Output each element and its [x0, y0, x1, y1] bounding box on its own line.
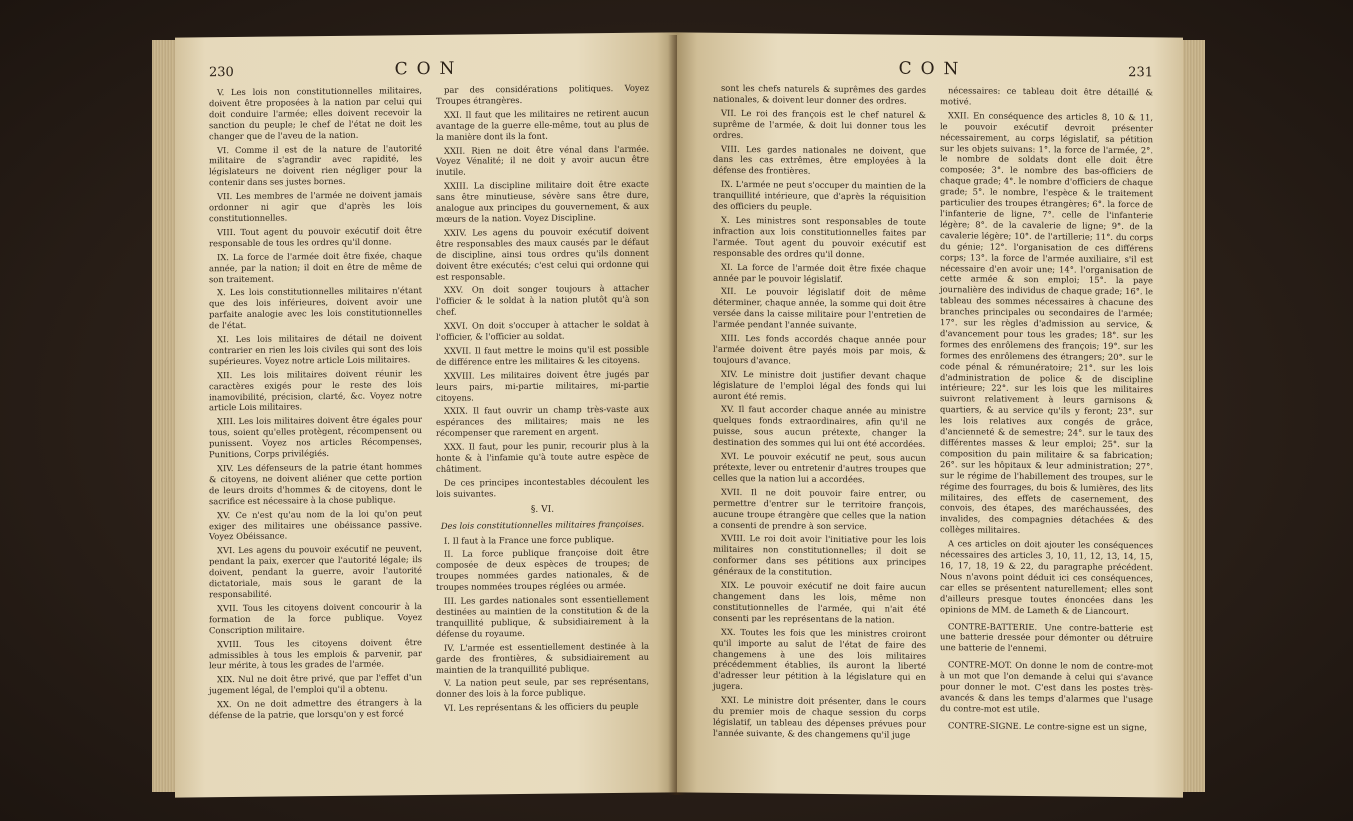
article-paragraph: XXII. En conséquence des articles 8, 10 & 11, le pouvoir exécutif devroit présenter nécessairement, au corps législatif, sa pétition sur les objets suivans: 1°. la force de l'armée, 2°. le nombre de soldats dont elle doit être composée; 3°. le nombre des bas-officiers de chaque grade; 4°. le nombre d'officiers de chaque grade; 5°. le nombre, l'espèce & le traitement particulier des troupes étrangères; 6°. la force de l'infanterie de ligne, 7°. celle de l'infanterie légère; 8°. de la cavalerie de ligne; 9°. de la cavalerie légère; 10°. de l'artillerie; 11°. du corps du génie; 12°. l'organisation de ces différens corps; 13°. la force de l'armée auxiliaire, s'il est nécessaire d'en avoir une; 14°. l'organisation de cette armée & son emploi; 15°. la paye journalière des individus de chaque grade; 16°. le tableau des sommes nécessaires à chacune des branches principales ou secondaires de l'armée; 17°. sur les règles d'admission au service, & d'avancement pour tous les grades; 18°. sur les formes des enrôlemens des françois; 19°. sur les formes des enrôlemens des étrangers; 20°. sur le code pénal & rémunératoire; 21°. sur les lois d'administration de police & de discipline intérieure; 22°. sur les lois que les militaires suivront relativement à leurs garnisons & quartiers, & au service qu'ils y feront; 23°. sur les lois relatives aux congés de grâce, d'ancienneté & de semestre; 24°. sur le taux des différentes masses & leur emploi; 25°. sur la composition du pain militaire & sa fabrication; 26°. sur les hôpitaux & leur administration; 27°. sur le régime de l'habillement des troupes, sur le régime des fourrages, du bois & lumières, des lits militaires, des effets de casernement, des convois, des étapes, des maréchaussées, des invalides, des compagnies détachées & des collèges militaires. [940, 110, 1153, 536]
article-paragraph: XV. Il faut accorder chaque année au ministre quelques fonds extraordinaires, afin qu'il ne puisse, sous aucun prétexte, changer la destination des sommes qui lui ont été accordées. [713, 404, 926, 450]
article-paragraph: XXVII. Il faut mettre le moins qu'il est possible de différence entre les militaires & les citoyens. [436, 343, 649, 367]
article-paragraph: XV. Ce n'est qu'au nom de la loi qu'on peut exiger des militaires une obéissance passive. Voyez Obéissance. [209, 507, 422, 542]
article-paragraph: A ces articles on doit ajouter les conséquences nécessaires des articles 3, 10, 11, 12, 13, 14, 15, 16, 17, 18, 19 & 22, du paragraphe précédent. Nous n'avons point déduit ici ces conséquences, car elles se présentent naturellement; elles sont d'ailleurs presque toutes énoncées dans les opinions de MM. de Lameth & de Liancourt. [940, 538, 1153, 616]
article-paragraph: VI. Les représentans & les officiers du peuple [444, 700, 639, 714]
right-page-number: 231 [1128, 65, 1153, 81]
article-paragraph: X. Les lois constitutionnelles militaires n'étant que des lois inférieures, doivent avoir une parfaite analogie avec les lois constitutionnelles de l'état. [209, 285, 422, 331]
article-paragraph: VII. Les membres de l'armée ne doivent jamais ordonner ni agir que d'après les lois constitutionnelles. [209, 189, 422, 224]
article-paragraph: IV. L'armée est essentiellement destinée à la garde des frontières, & subsidiairement au maintien de la tranquillité publique. [436, 640, 649, 675]
right-page-column-2 [940, 85, 1153, 746]
right-page-header [713, 57, 1153, 82]
article-paragraph: IX. L'armée ne peut s'occuper du maintien de la tranquillité intérieure, que d'après la réquisition des officiers du peuple. [713, 179, 926, 212]
article-paragraph: XVII. Tous les citoyens doivent concourir à la formation de la force publique. Voyez Conscription militaire. [209, 600, 422, 635]
article-paragraph: XI. La force de l'armée doit être fixée chaque année par le pouvoir législatif. [713, 261, 926, 284]
article-paragraph: par des considérations politiques. Voyez Troupes étrangères. [436, 82, 649, 106]
left-page [175, 32, 677, 797]
right-page-edges [1183, 40, 1205, 792]
article-paragraph: XI. Les lois militaires de détail ne doivent contrarier en rien les lois civiles qui sont des lois supérieures. Voyez notre article Lois militaires. [209, 332, 422, 367]
article-paragraph: VIII. Les gardes nationales ne doivent, que dans les cas extrêmes, être employées à la défense des frontières. [713, 143, 926, 177]
article-paragraph: XXIII. La discipline militaire doit être exacte sans être minutieuse, sévère sans être dure, analogue aux principes du gouvernement, & aux mœurs de la nation. Voyez Discipline. [436, 178, 649, 224]
article-paragraph: XIX. Le pouvoir exécutif ne doit faire aucun changement dans les lois, même non constitutionnelles de l'armée, qui n'ait été consenti par les représentans de la nation. [713, 579, 926, 625]
article-paragraph: XX. Toutes les fois que les ministres croiront qu'il importe au salut de l'état de faire des changemens à une des lois militaires précédemment établies, ils auront la liberté d'adresser leur pétition à la législature qui en jugera. [713, 626, 926, 692]
dictionary-entry: CONTRE-SIGNE. Le contre-signe est un signe, [948, 719, 1147, 733]
article-paragraph: XXI. Il faut que les militaires ne retirent aucun avantage de la guerre elle-même, tout au plus de la manière dont ils la font. [436, 107, 649, 142]
article-paragraph: IX. La force de l'armée doit être fixée, chaque année, par la nation; il doit en être de même de son traitement. [209, 249, 422, 284]
article-paragraph: III. Les gardes nationales sont essentiellement destinées au maintien de la constitution & de la tranquillité publique, & subsidiairement à la défense du royaume. [436, 593, 649, 639]
open-book [0, 10, 1353, 815]
article-paragraph: XVI. Les agens du pouvoir exécutif ne peuvent, pendant la paix, exercer que l'autorité légale; ils doivent, pendant la guerre, avoir l'autorité dictatoriale, mais sous le garant de la responsabilité. [209, 543, 422, 600]
dictionary-entry: CONTRE-BATTERIE. Une contre-batterie est une batterie dressée pour démonter ou détruire une batterie de l'ennemi. [940, 620, 1153, 654]
article-paragraph: XIII. Les lois militaires doivent être égales pour tous, soient qu'elles protègent, récompensent ou punissent. Voyez nos articles Récompenses, Punitions, Corps privilégiés. [209, 414, 422, 460]
left-page-column-2 [436, 83, 649, 722]
article-paragraph: X. Les ministres sont responsables de toute infraction aux lois constitutionnelles faites par l'armée. Tout agent du pouvoir exécutif est responsable des ordres qu'il donne. [713, 214, 926, 260]
right-page-column-1 [713, 83, 926, 744]
article-paragraph: XIX. Nul ne doit être privé, que par l'effet d'un jugement légal, de l'emploi qu'il a obtenu. [209, 672, 422, 696]
left-page-edges [152, 40, 176, 792]
article-paragraph: V. Les lois non constitutionnelles militaires, doivent être proposées à la nation par celui qui doit conduire l'armée; elles doivent recevoir la sanction du peuple; le chef de l'état ne doit les changer que de l'aveu de la nation. [209, 85, 422, 141]
article-paragraph: XXI. Le ministre doit présenter, dans le cours du premier mois de chaque session du corps législatif, un tableau des dépenses prévues pour l'année suivante, & des changemens qu'il juge [713, 694, 926, 740]
article-paragraph: XXIX. Il faut ouvrir un champ très-vaste aux espérances des militaires; mais ne les récompenser que rarement en argent. [436, 404, 649, 439]
right-page [677, 32, 1183, 797]
left-page-running-head: CON [394, 58, 464, 80]
article-paragraph: XXX. Il faut, pour les punir, recourir plus à la honte & à l'infamie qu'à toute autre espèce de châtiment. [436, 439, 649, 474]
article-paragraph: XIV. Les défenseurs de la patrie étant hommes & citoyens, ne doivent aliéner que cette portion de leurs droits d'hommes & de citoyens, dont le sacrifice est nécessaire à la chose publique. [209, 461, 422, 506]
article-paragraph: De ces principes incontestables découlent les lois suivantes. [436, 475, 649, 499]
article-paragraph: VI. Comme il est de la nature de l'autorité militaire de s'agrandir avec rapidité, les législateurs ne doivent rien négliger pour la contenir dans ses justes bornes. [209, 142, 422, 188]
article-paragraph: XVIII. Le roi doit avoir l'initiative pour les lois militaires non constitutionnelles; il doit se conformer dans ses pétitions aux principes généraux de la constitution. [713, 533, 926, 578]
article-paragraph: XXIV. Les agens du pouvoir exécutif doivent être responsables des maux causés par le défaut de discipline, ainsi tous ordres qu'ils donnent doivent être exécutés; c'est celui qui ordonne qui est responsable. [436, 225, 649, 282]
dictionary-entry: CONTRE-MOT. On donne le nom de contre-mot à un mot que l'on demande à celui qui s'avance pour donner le mot. C'est dans les postes très-avancés & dans les temps d'alarmes que l'usage du contre-mot est utile. [940, 659, 1153, 714]
left-page-column-1 [209, 85, 422, 724]
section-heading: §. VI. [530, 504, 555, 515]
article-paragraph: XXVIII. Les militaires doivent être jugés par leurs pairs, mi-partie militaires, mi-partie citoyens. [436, 368, 649, 403]
article-paragraph: XII. Le pouvoir législatif doit de même déterminer, chaque année, la somme qui doit être versée dans la caisse militaire pour l'entretien de l'armée pendant l'année suivante. [713, 286, 926, 331]
article-paragraph: XIV. Le ministre doit justifier devant chaque législature de l'emploi légal des fonds qui lui auront été remis. [713, 368, 926, 402]
article-paragraph: XVIII. Tous les citoyens doivent être admissibles à tous les emplois & parvenir, par leur mérite, à tous les grades de l'armée. [209, 636, 422, 671]
section-subtitle: Des lois constitutionnelles militaires françoises. [440, 518, 645, 531]
article-paragraph: I. Il faut à la France une force publique. [444, 533, 615, 546]
right-page-running-head: CON [898, 58, 968, 80]
article-paragraph: XIII. Les fonds accordés chaque année pour l'armée doivent être payés mois par mois, & toujours d'avance. [713, 332, 926, 366]
article-paragraph: VIII. Tout agent du pouvoir exécutif doit être responsable de tous les ordres qu'il donne. [209, 224, 422, 249]
article-paragraph: XX. On ne doit admettre des étrangers à la défense de la patrie, que lorsqu'on y est forcé [209, 697, 422, 721]
article-paragraph: XXV. On doit songer toujours à attacher l'officier & le soldat à la nation plutôt qu'à son chef. [436, 283, 649, 318]
article-paragraph: XII. Les lois militaires doivent réunir les caractères exigés pour le reste des lois inamovibilité, précision, clarté, &c. Voyez notre article Lois militaires. [209, 367, 422, 413]
article-paragraph: nécessaires: ce tableau doit être détaillé & motivé. [940, 85, 1153, 107]
left-page-header [209, 57, 649, 82]
article-paragraph: V. La nation peut seule, par ses représentans, donner des lois à la force publique. [436, 676, 649, 700]
article-paragraph: XVI. Le pouvoir exécutif ne peut, sous aucun prétexte, lever ou entretenir d'autres troupes que celles que la nation lui a accordées. [713, 450, 926, 485]
article-paragraph: II. La force publique françoise doit être composée de deux espèces de troupes; de troupes nommées gardes nationales, & de troupes nommées troupes réglées ou armée. [436, 547, 649, 593]
article-paragraph: VII. Le roi des françois est le chef naturel & suprême de l'armée, & doit lui donner tous les ordres. [713, 107, 926, 140]
article-paragraph: XVII. Il ne doit pouvoir faire entrer, ou permettre d'entrer sur le territoire françois, aucune troupe étrangère que celles que la nation a consenti de prendre à son service. [713, 486, 926, 531]
article-paragraph: sont les chefs naturels & suprêmes des gardes nationales, & doivent leur donner des ordres. [713, 82, 926, 106]
article-paragraph: XXVI. On doit s'occuper à attacher le soldat à l'officier, & l'officier au soldat. [436, 318, 649, 342]
left-page-number: 230 [209, 65, 234, 81]
article-paragraph: XXII. Rien ne doit être vénal dans l'armée. Voyez Vénalité; il ne doit y avoir aucun être inutile. [436, 143, 649, 178]
